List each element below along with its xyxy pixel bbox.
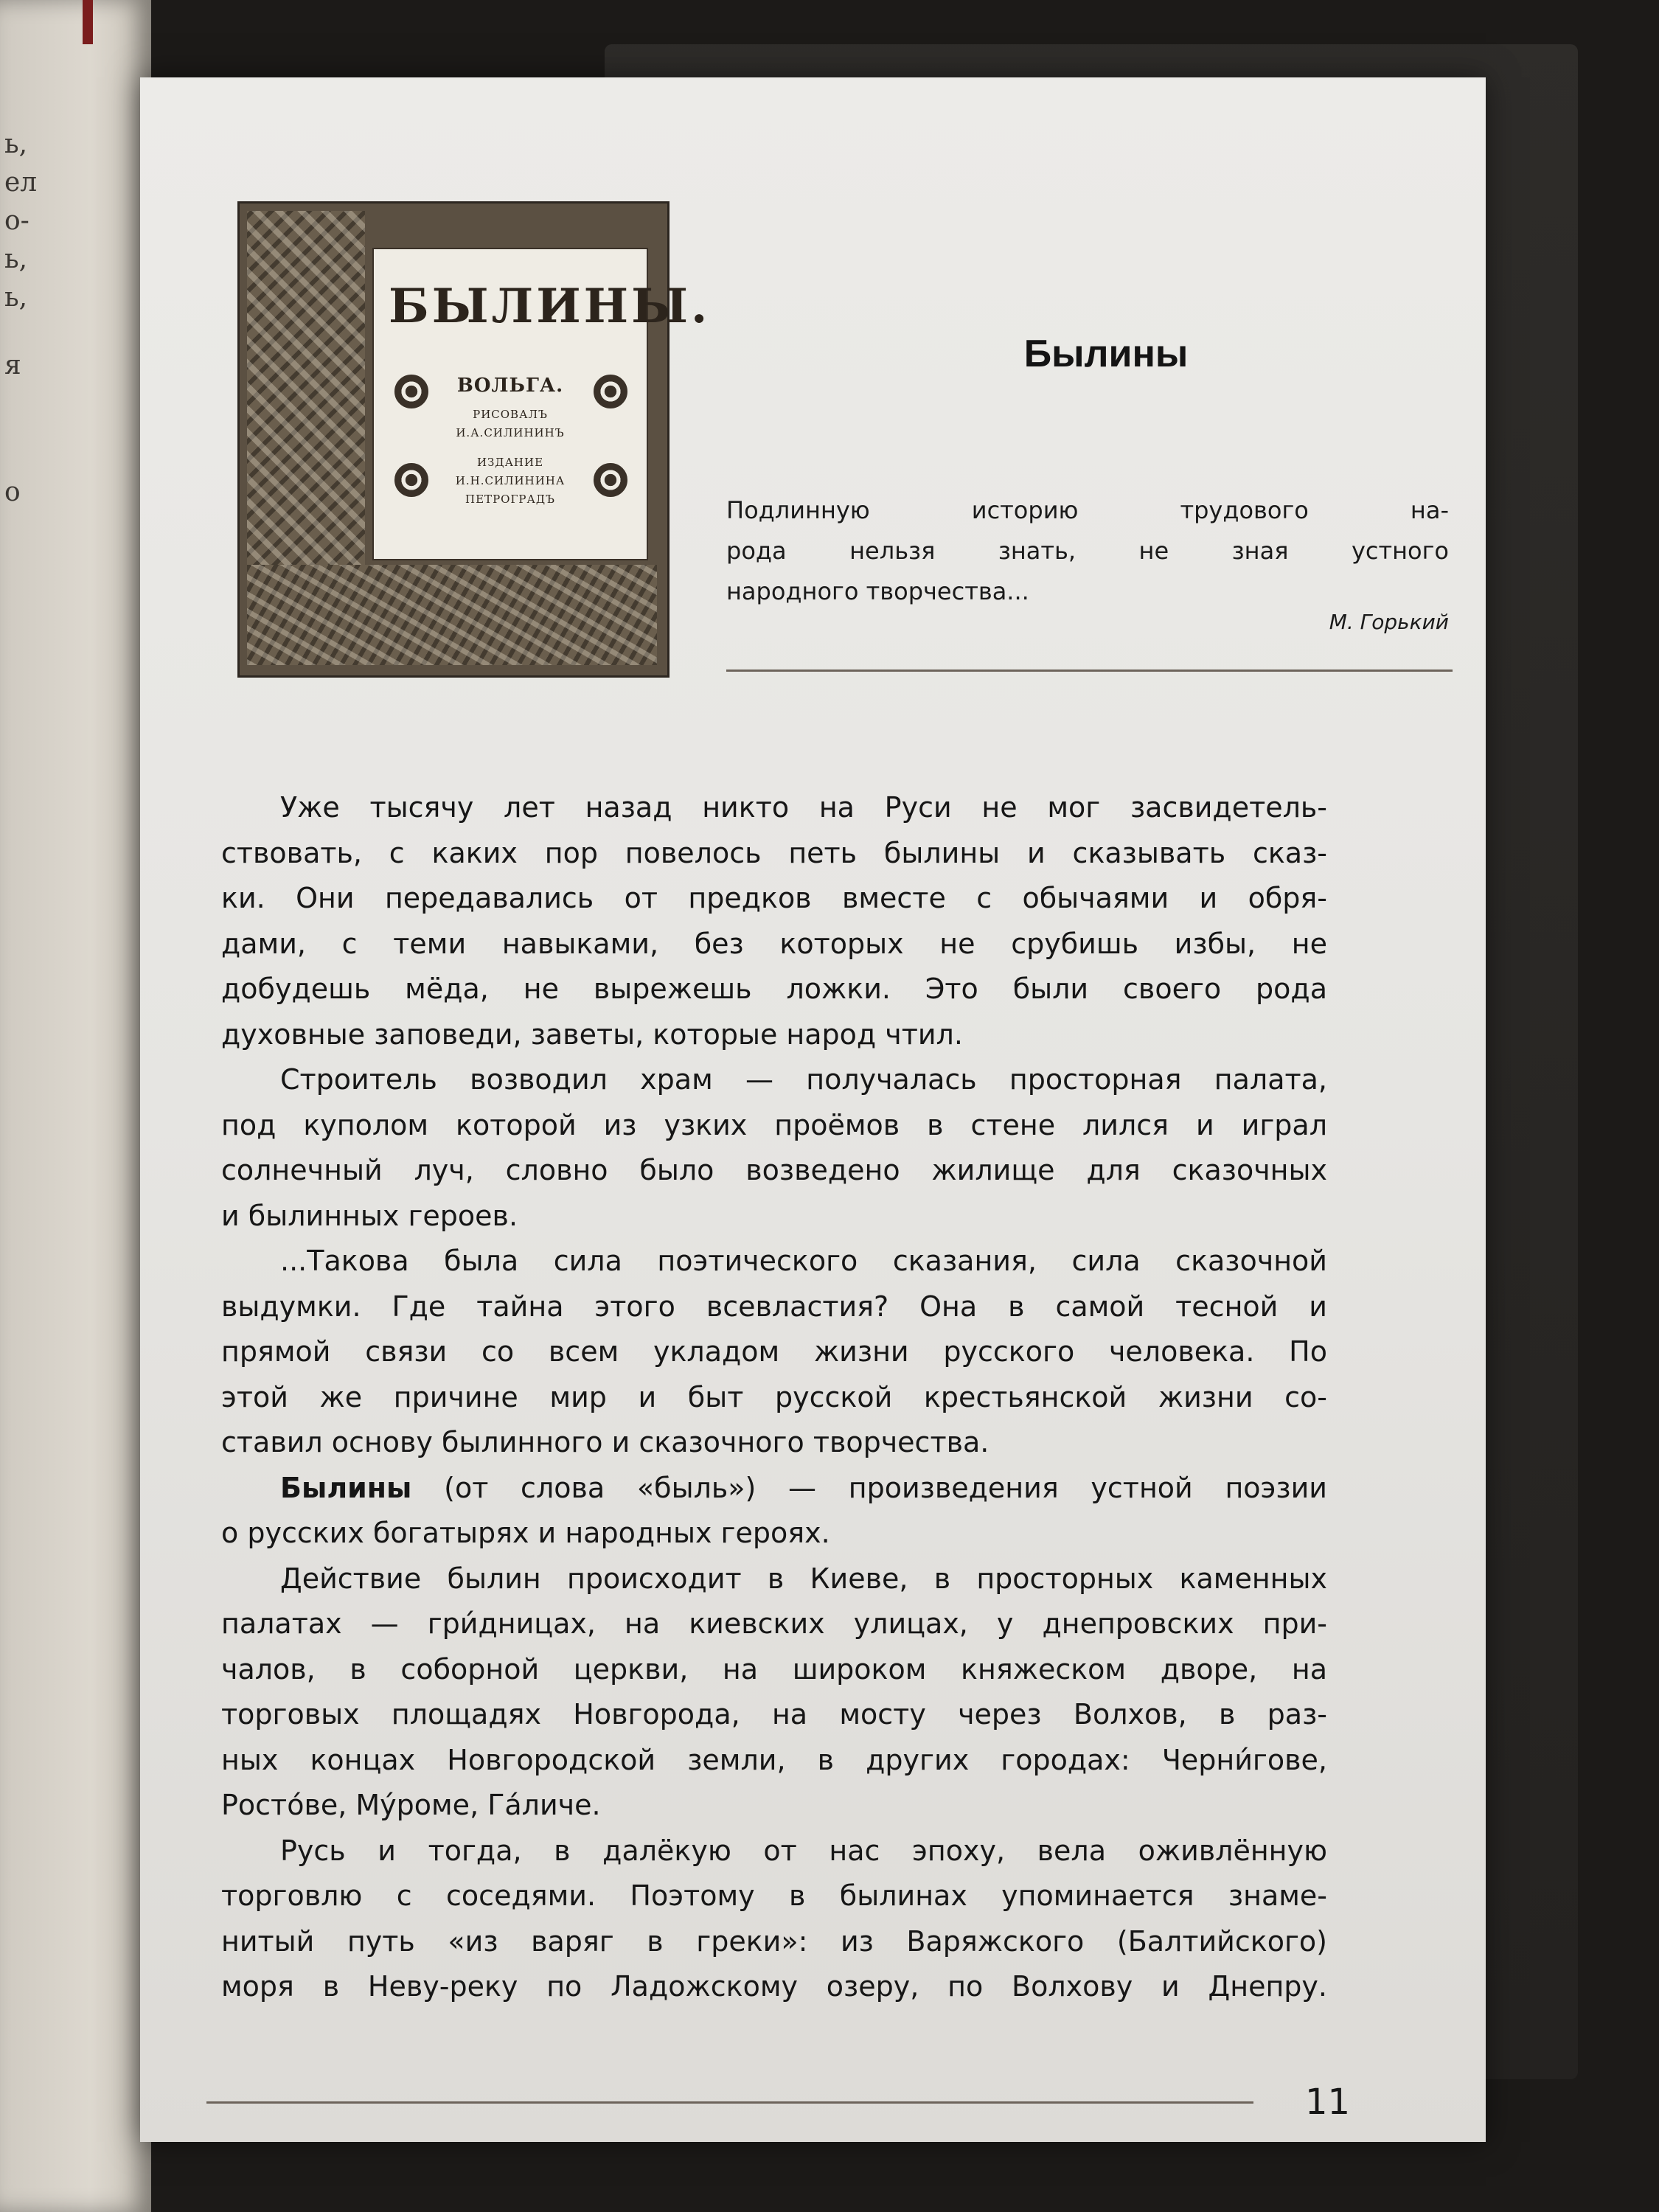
text-line: добудешь мёда, не вырежешь ложки. Это были своего рода — [221, 973, 1327, 1005]
text-line: о русских богатырях и народных героях. — [221, 1517, 830, 1549]
text-line: этой же причине мир и быт русской крестьянской жизни со- — [221, 1380, 1327, 1413]
text-line: ...Такова была сила поэтического сказания, сила сказочной — [280, 1245, 1327, 1277]
text-line: прямой связи со всем укладом жизни русского человека. По — [221, 1335, 1327, 1368]
paragraph — [221, 1829, 1327, 2010]
epigraph-line: Подлинную историю трудового на- — [726, 496, 1449, 524]
text-line: под куполом которой из узких проёмов в стене лился и играл — [221, 1108, 1327, 1141]
illustration-book-cover — [237, 201, 711, 678]
left-fragment: ь, — [4, 129, 28, 159]
epigraph-author: М. Горький — [1329, 610, 1449, 634]
text-fragment: (от слова «быль») — произведения устной поэзии — [411, 1471, 1327, 1504]
epigraph-line: народного творчества... — [726, 577, 1029, 605]
paragraph — [221, 785, 1327, 1057]
epigraph-line: рода нельзя знать, не зная устного — [726, 537, 1449, 565]
text-line: Строитель возводил храм — получалась просторная палата, — [280, 1063, 1327, 1096]
rosette-ornament-icon — [394, 375, 428, 408]
cover-line: РИСОВАЛЪ — [473, 408, 548, 421]
text-line: Русь и тогда, в далёкую от нас эпоху, вела оживлённую — [280, 1834, 1327, 1867]
rosette-ornament-icon — [394, 463, 428, 497]
rosette-ornament-icon — [594, 463, 627, 497]
rosette-ornament-icon — [594, 375, 627, 408]
left-fragment: я — [4, 350, 21, 380]
cover-line: ИЗДАНИЕ — [476, 456, 544, 469]
text-line: и былинных героев. — [221, 1199, 518, 1232]
paragraph-definition — [221, 1466, 1327, 1557]
text-line: моря в Неву-реку по Ладожскому озеру, по Волхову и Днепру. — [221, 1970, 1327, 2003]
page-number: 11 — [1305, 2081, 1351, 2123]
paragraph — [221, 1557, 1327, 1829]
text-line: дами, с теми навыками, без которых не срубишь избы, не — [221, 927, 1327, 960]
text-line: нитый путь «из варяг в греки»: из Варяжского (Балтийского) — [221, 1924, 1327, 1958]
cover-line: И.А.СИЛИНИНЪ — [456, 426, 565, 439]
cover-line: И.Н.СИЛИНИНА — [455, 474, 566, 487]
epigraph — [726, 490, 1449, 612]
text-line: чалов, в соборной церкви, на широком княжеском дворе, на — [221, 1652, 1327, 1686]
paragraph — [221, 1057, 1327, 1239]
text-line — [221, 1466, 1327, 1512]
term-bold: Былины — [280, 1471, 412, 1504]
cover-line: ПЕТРОГРАДЪ — [465, 493, 555, 506]
page-title: Былины — [1023, 333, 1189, 375]
text-line: Действие былин происходит в Киеве, в просторных каменных — [280, 1562, 1327, 1595]
text-line: торговлю с соседями. Поэтому в былинах упоминается знаме- — [221, 1879, 1327, 1912]
left-fragment: ь, — [4, 244, 28, 274]
left-page-text-fragments — [4, 125, 63, 512]
text-line: торговых площадях Новгорода, на мосту через Волхов, в раз- — [221, 1698, 1327, 1731]
left-fragment: ел — [4, 167, 38, 198]
book-page — [140, 77, 1486, 2142]
footer-divider — [206, 2101, 1253, 2104]
ornament-pattern — [247, 565, 657, 665]
cover-line: ВОЛЬГА. — [456, 375, 564, 397]
text-line: ствовать, с каких пор повелось петь былины и сказывать сказ- — [221, 836, 1327, 869]
cover-title-panel — [372, 248, 711, 560]
text-line: Уже тысячу лет назад никто на Руси не мог засвидетель- — [280, 791, 1327, 824]
text-line: ки. Они передавались от предков вместе с обычаями и обря- — [221, 882, 1327, 914]
left-fragment: ь, — [4, 282, 28, 313]
text-line: ных концах Новгородской земли, в других городах: Черни́гове, — [221, 1743, 1327, 1776]
book-cover-edge — [83, 0, 93, 44]
text-line: солнечный луч, словно было возведено жилище для сказочных — [221, 1154, 1327, 1186]
text-line: духовные заповеди, заветы, которые народ чтил. — [221, 1018, 963, 1051]
text-line: Росто́ве, Му́роме, Га́личе. — [221, 1789, 601, 1821]
paragraph — [221, 1239, 1327, 1466]
divider — [726, 669, 1453, 672]
left-fragment: о- — [4, 206, 29, 236]
text-line: палатах — гри́дницах, на киевских улицах, у днепровских при- — [221, 1607, 1327, 1640]
left-fragment: о — [4, 477, 21, 507]
text-line: выдумки. Где тайна этого всевластия? Она в самой тесной и — [221, 1290, 1327, 1323]
cover-title: БЫЛИНЫ. — [389, 279, 711, 334]
text-line: ставил основу былинного и сказочного творчества. — [221, 1426, 990, 1458]
body-text — [221, 785, 1327, 2010]
